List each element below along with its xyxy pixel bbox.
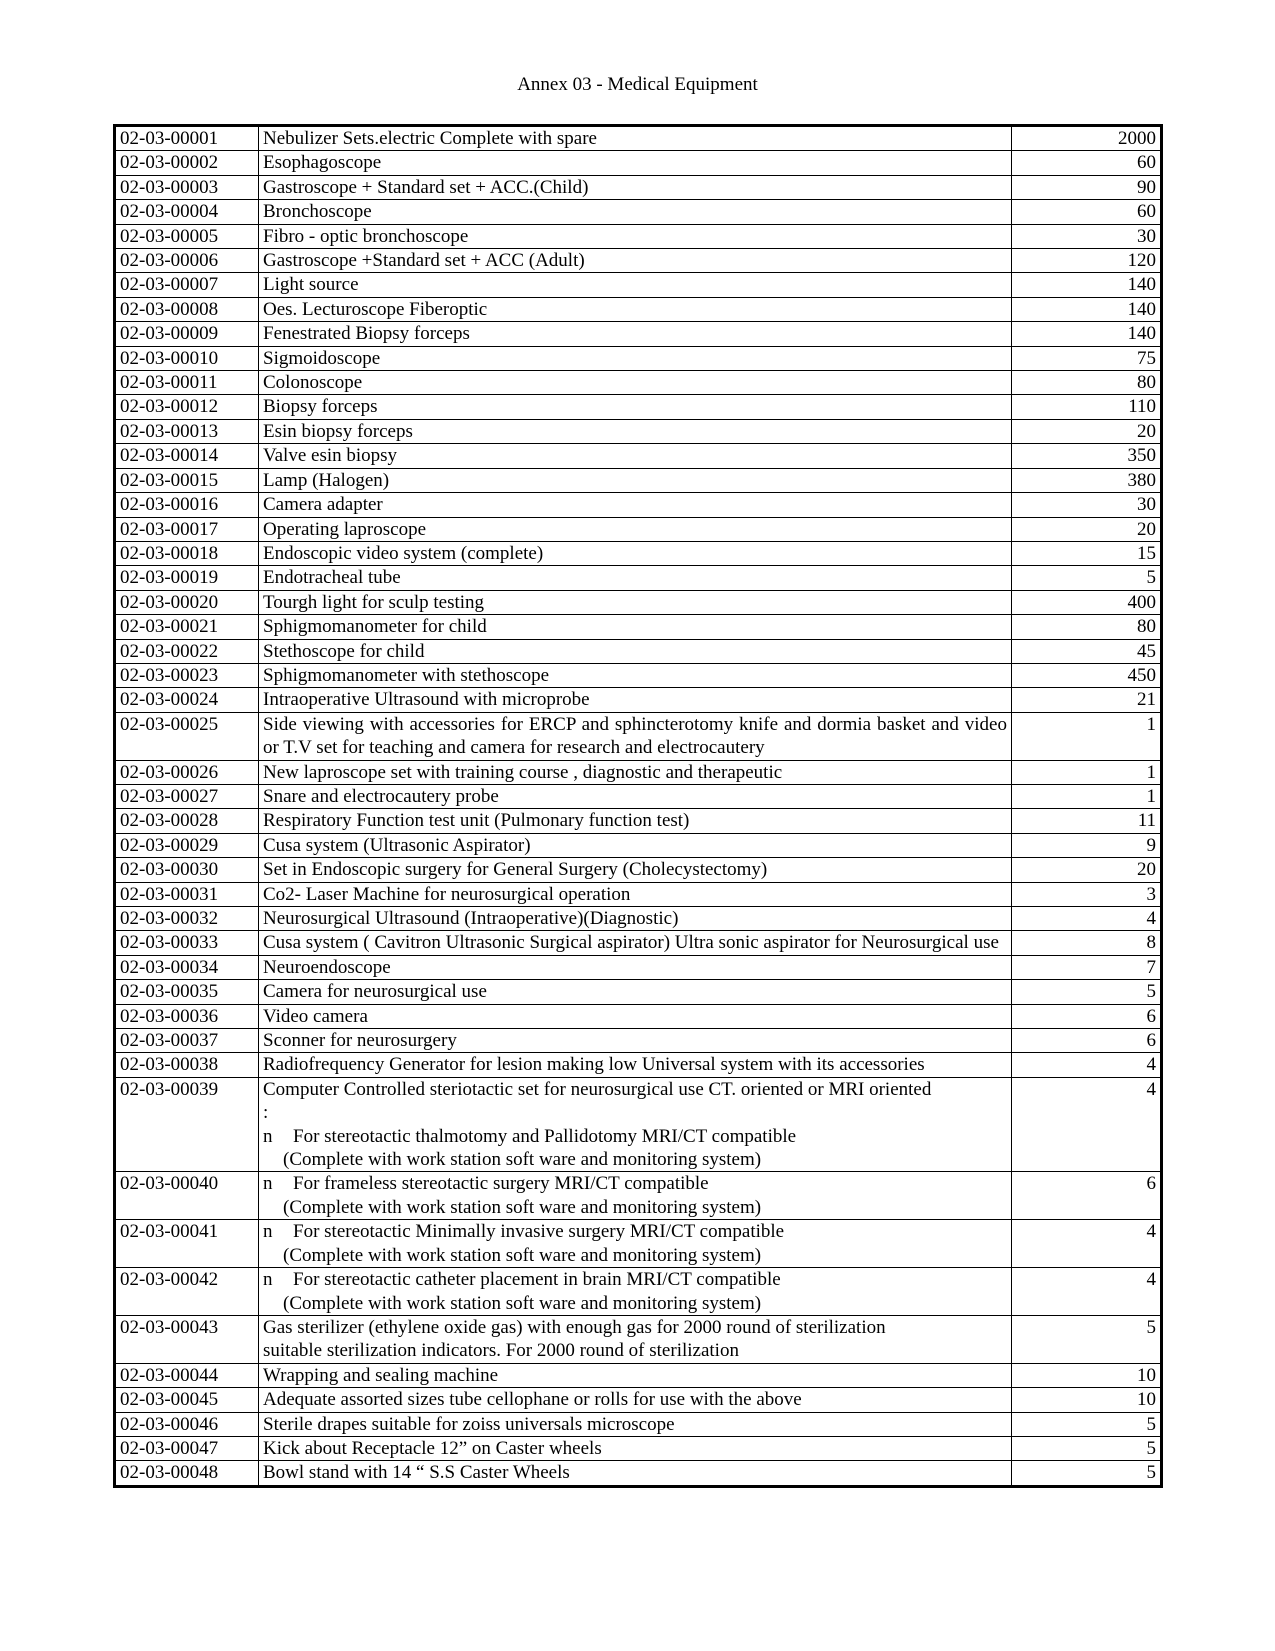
item-description: Tourgh light for sculp testing [259,590,1012,614]
item-description: Kick about Receptacle 12” on Caster wheels [259,1436,1012,1460]
item-quantity: 380 [1012,468,1162,492]
item-quantity: 20 [1012,419,1162,443]
item-code: 02-03-00031 [115,882,259,906]
table-row [115,175,1162,199]
table-row [115,858,1162,882]
item-quantity: 5 [1012,1412,1162,1436]
item-quantity: 5 [1012,566,1162,590]
item-description: Sphigmomanometer for child [259,615,1012,639]
item-code: 02-03-00032 [115,907,259,931]
item-code: 02-03-00023 [115,663,259,687]
bullet-marker: n [263,1173,273,1195]
item-code: 02-03-00028 [115,809,259,833]
table-row [115,1220,1162,1268]
table-row [115,931,1162,955]
item-quantity: 4 [1012,1077,1162,1172]
table-row [115,1315,1162,1363]
item-note: (Complete with work station soft ware and monitoring system) [283,1149,762,1171]
item-description: Esin biopsy forceps [259,419,1012,443]
page-title: Annex 03 - Medical Equipment [517,74,758,95]
table-row [115,468,1162,492]
item-description: Cusa system ( Cavitron Ultrasonic Surgical aspirator) Ultra sonic aspirator for Neurosurgical use [259,931,1012,955]
item-code: 02-03-00041 [115,1220,259,1268]
item-description: Adequate assorted sizes tube cellophane or rolls for use with the above [259,1388,1012,1412]
item-note: (Complete with work station soft ware and monitoring system) [283,1196,762,1218]
item-code: 02-03-00035 [115,980,259,1004]
item-quantity: 350 [1012,444,1162,468]
item-quantity: 60 [1012,151,1162,175]
item-code: 02-03-00021 [115,615,259,639]
item-description: Neurosurgical Ultrasound (Intraoperative)(Diagnostic) [259,907,1012,931]
item-description: Sconner for neurosurgery [259,1029,1012,1053]
item-quantity: 9 [1012,833,1162,857]
table-row [115,639,1162,663]
table-row [115,955,1162,979]
item-code: 02-03-00026 [115,760,259,784]
item-code: 02-03-00027 [115,784,259,808]
item-bullet-line [263,1268,1007,1291]
item-quantity: 21 [1012,688,1162,712]
item-code: 02-03-00030 [115,858,259,882]
item-quantity: 30 [1012,493,1162,517]
item-code: 02-03-00039 [115,1077,259,1172]
item-line: suitable sterilization indicators. For 2000 round of sterilization [263,1340,739,1362]
item-description: Co2- Laser Machine for neurosurgical operation [259,882,1012,906]
bullet-marker: n [263,1221,273,1243]
table-row [115,297,1162,321]
table-row [115,517,1162,541]
item-code: 02-03-00003 [115,175,259,199]
item-description: Respiratory Function test unit (Pulmonary function test) [259,809,1012,833]
item-code: 02-03-00034 [115,955,259,979]
item-code: 02-03-00036 [115,1004,259,1028]
item-quantity: 6 [1012,1172,1162,1220]
item-description: New laproscope set with training course , diagnostic and therapeutic [259,760,1012,784]
item-description: Esophagoscope [259,151,1012,175]
item-quantity: 5 [1012,1315,1162,1363]
table-row [115,1461,1162,1486]
item-quantity: 4 [1012,1268,1162,1316]
item-description: Wrapping and sealing machine [259,1363,1012,1387]
table-row [115,833,1162,857]
table-row [115,151,1162,175]
item-quantity: 2000 [1012,126,1162,151]
item-code: 02-03-00037 [115,1029,259,1053]
item-description: Fenestrated Biopsy forceps [259,322,1012,346]
item-description: Camera adapter [259,493,1012,517]
item-quantity: 4 [1012,907,1162,931]
item-description: Fibro - optic bronchoscope [259,224,1012,248]
item-quantity: 4 [1012,1220,1162,1268]
item-code: 02-03-00012 [115,395,259,419]
item-code: 02-03-00006 [115,249,259,273]
item-code: 02-03-00016 [115,493,259,517]
item-description: Endoscopic video system (complete) [259,541,1012,565]
item-bullet-text: For stereotactic Minimally invasive surgery MRI/CT compatible [293,1221,785,1243]
item-code: 02-03-00020 [115,590,259,614]
item-quantity: 450 [1012,663,1162,687]
item-intro: Computer Controlled steriotactic set for neurosurgical use CT. oriented or MRI oriented [263,1078,932,1100]
item-note: (Complete with work station soft ware and monitoring system) [283,1244,762,1266]
item-quantity: 140 [1012,297,1162,321]
table-row [115,1029,1162,1053]
item-description: Oes. Lecturoscope Fiberoptic [259,297,1012,321]
table-row [115,322,1162,346]
item-bullet-line [263,1220,1007,1243]
item-quantity: 8 [1012,931,1162,955]
item-code: 02-03-00017 [115,517,259,541]
item-bullet-text: For stereotactic catheter placement in brain MRI/CT compatible [293,1269,781,1291]
item-quantity: 45 [1012,639,1162,663]
item-description: Set in Endoscopic surgery for General Surgery (Cholecystectomy) [259,858,1012,882]
table-row [115,784,1162,808]
table-row [115,1172,1162,1220]
table-row [115,1412,1162,1436]
item-quantity: 400 [1012,590,1162,614]
item-description: Valve esin biopsy [259,444,1012,468]
item-quantity: 4 [1012,1053,1162,1077]
item-line: Gas sterilizer (ethylene oxide gas) with enough gas for 2000 round of sterilization [263,1316,886,1338]
table-row [115,224,1162,248]
item-description: Cusa system (Ultrasonic Aspirator) [259,833,1012,857]
item-description: Bowl stand with 14 “ S.S Caster Wheels [259,1461,1012,1486]
equipment-table [113,124,1163,1488]
item-quantity: 30 [1012,224,1162,248]
item-code: 02-03-00025 [115,712,259,760]
table-body-stereotactic [115,1077,1162,1172]
table-row [115,615,1162,639]
item-description [259,1172,1012,1220]
table-row [115,126,1162,151]
item-description: Intraoperative Ultrasound with microprobe [259,688,1012,712]
table-body-main [115,126,1162,1078]
item-code: 02-03-00044 [115,1363,259,1387]
item-quantity: 1 [1012,784,1162,808]
item-description: Radiofrequency Generator for lesion making low Universal system with its accessories [259,1053,1012,1077]
table-row [115,346,1162,370]
item-quantity: 10 [1012,1363,1162,1387]
item-code: 02-03-00013 [115,419,259,443]
item-description: Bronchoscope [259,200,1012,224]
table-body-end [115,1363,1162,1486]
item-code: 02-03-00018 [115,541,259,565]
item-intro-colon: : [263,1102,269,1124]
item-code: 02-03-00011 [115,371,259,395]
item-bullet-text: For frameless stereotactic surgery MRI/CT compatible [293,1173,709,1195]
item-description: Gastroscope + Standard set + ACC.(Child) [259,175,1012,199]
item-description: Light source [259,273,1012,297]
item-quantity: 6 [1012,1004,1162,1028]
item-quantity: 90 [1012,175,1162,199]
table-body-sterilizer [115,1315,1162,1363]
item-quantity: 120 [1012,249,1162,273]
table-row [115,907,1162,931]
table-row [115,663,1162,687]
item-code: 02-03-00046 [115,1412,259,1436]
item-quantity: 7 [1012,955,1162,979]
table-row [115,1004,1162,1028]
item-quantity: 110 [1012,395,1162,419]
item-code: 02-03-00004 [115,200,259,224]
table-row [115,809,1162,833]
table-row [115,590,1162,614]
item-description: Sigmoidoscope [259,346,1012,370]
table-row [115,493,1162,517]
table-row [115,444,1162,468]
item-description: Camera for neurosurgical use [259,980,1012,1004]
table-row [115,200,1162,224]
item-code: 02-03-00048 [115,1461,259,1486]
item-code: 02-03-00022 [115,639,259,663]
item-code: 02-03-00042 [115,1268,259,1316]
table-row [115,980,1162,1004]
item-description: Neuroendoscope [259,955,1012,979]
item-description: Snare and electrocautery probe [259,784,1012,808]
item-description: Stethoscope for child [259,639,1012,663]
table-row [115,712,1162,760]
item-code: 02-03-00002 [115,151,259,175]
table-row [115,1268,1162,1316]
item-quantity: 75 [1012,346,1162,370]
item-code: 02-03-00043 [115,1315,259,1363]
item-quantity: 80 [1012,371,1162,395]
table-row [115,1053,1162,1077]
table-row [115,1388,1162,1412]
item-description: Operating laproscope [259,517,1012,541]
item-code: 02-03-00014 [115,444,259,468]
item-code: 02-03-00047 [115,1436,259,1460]
item-code: 02-03-00009 [115,322,259,346]
item-quantity: 80 [1012,615,1162,639]
item-description: Biopsy forceps [259,395,1012,419]
item-bullet-line [263,1172,1007,1195]
item-code: 02-03-00019 [115,566,259,590]
item-quantity: 5 [1012,1461,1162,1486]
item-quantity: 3 [1012,882,1162,906]
item-code: 02-03-00007 [115,273,259,297]
item-code: 02-03-00015 [115,468,259,492]
table-body-bullets [115,1172,1162,1315]
item-quantity: 20 [1012,858,1162,882]
item-description: Side viewing with accessories for ERCP and sphincterotomy knife and dormia basket and video or T.V set for teaching and camera for research and electrocautery [259,712,1012,760]
item-description: Video camera [259,1004,1012,1028]
item-code: 02-03-00040 [115,1172,259,1220]
table-row [115,1436,1162,1460]
table-row [115,1077,1162,1172]
item-quantity: 140 [1012,322,1162,346]
item-code: 02-03-00008 [115,297,259,321]
item-description [259,1220,1012,1268]
bullet-marker: n [263,1269,273,1291]
table-row [115,249,1162,273]
item-description: Sterile drapes suitable for zoiss universals microscope [259,1412,1012,1436]
item-quantity: 60 [1012,200,1162,224]
item-quantity: 11 [1012,809,1162,833]
item-quantity: 5 [1012,1436,1162,1460]
item-description: Endotracheal tube [259,566,1012,590]
item-quantity: 5 [1012,980,1162,1004]
item-quantity: 6 [1012,1029,1162,1053]
item-description [259,1315,1012,1363]
table-row [115,760,1162,784]
item-quantity: 15 [1012,541,1162,565]
item-quantity: 20 [1012,517,1162,541]
item-description: Gastroscope +Standard set + ACC (Adult) [259,249,1012,273]
table-row [115,419,1162,443]
item-description: Lamp (Halogen) [259,468,1012,492]
item-code: 02-03-00010 [115,346,259,370]
item-code: 02-03-00033 [115,931,259,955]
item-quantity: 1 [1012,760,1162,784]
item-quantity: 1 [1012,712,1162,760]
table-row [115,273,1162,297]
table-row [115,688,1162,712]
table-row [115,1363,1162,1387]
table-row [115,395,1162,419]
table-row [115,566,1162,590]
item-code: 02-03-00001 [115,126,259,151]
item-description: Sphigmomanometer with stethoscope [259,663,1012,687]
item-description [259,1077,1012,1172]
table-row [115,882,1162,906]
item-code: 02-03-00005 [115,224,259,248]
item-code: 02-03-00029 [115,833,259,857]
item-description [259,1268,1012,1316]
item-description: Nebulizer Sets.electric Complete with spare [259,126,1012,151]
item-code: 02-03-00024 [115,688,259,712]
item-bullet-line [263,1125,1007,1148]
item-quantity: 140 [1012,273,1162,297]
table-row [115,371,1162,395]
item-quantity: 10 [1012,1388,1162,1412]
item-code: 02-03-00045 [115,1388,259,1412]
bullet-marker: n [263,1125,273,1147]
item-description: Colonoscope [259,371,1012,395]
item-note: (Complete with work station soft ware and monitoring system) [283,1292,762,1314]
item-code: 02-03-00038 [115,1053,259,1077]
table-row [115,541,1162,565]
item-bullet-text: For stereotactic thalmotomy and Pallidotomy MRI/CT compatible [293,1125,797,1147]
